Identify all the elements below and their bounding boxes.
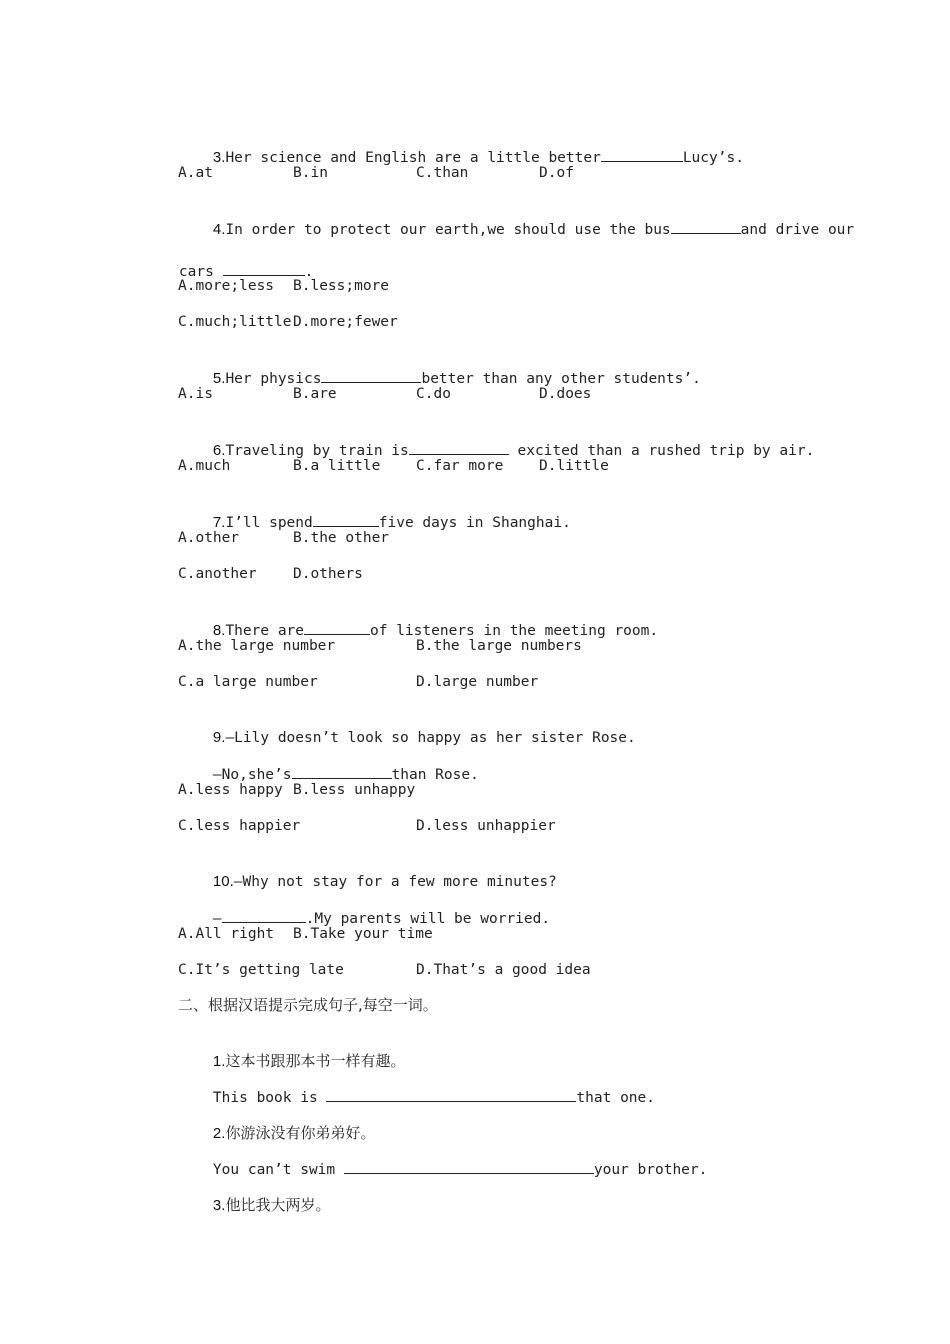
option-c[interactable]: C.do (416, 386, 451, 402)
sentence-3-prompt (178, 1175, 330, 1236)
sentence-text: You can’t swim (212, 1162, 344, 1178)
question-number: 7. (212, 514, 226, 531)
section-heading: 二、根据汉语提示完成句子,每空一词。 (178, 996, 438, 1014)
option-a[interactable]: A.is (178, 386, 213, 402)
question-text: I’ll spend (225, 515, 313, 531)
option-c[interactable]: C.much;little (178, 314, 292, 330)
question-text: Lucy’s. (682, 150, 744, 166)
option-b[interactable]: B.Take your time (293, 926, 433, 942)
answer-blank[interactable] (313, 512, 379, 527)
option-d[interactable]: D.little (539, 458, 609, 474)
question-text: of listeners in the meeting room. (370, 623, 659, 639)
item-number: 1. (212, 1053, 226, 1070)
question-text: Her physics (225, 371, 322, 387)
question-text: —No,she’s (212, 767, 292, 783)
option-a[interactable]: A.more;less (178, 278, 275, 294)
answer-blank[interactable] (321, 368, 421, 383)
option-a[interactable]: A.All right (178, 926, 275, 942)
chinese-prompt: 他比我大两岁。 (225, 1196, 331, 1214)
question-text: .My parents will be worried. (305, 911, 551, 927)
answer-blank[interactable] (222, 908, 306, 923)
option-d[interactable]: D.does (539, 386, 592, 402)
answer-blank[interactable] (671, 219, 741, 234)
option-d[interactable]: D.less unhappier (416, 818, 556, 834)
question-text: excited than a rushed trip by air. (508, 443, 815, 459)
option-c[interactable]: C.It’s getting late (178, 962, 344, 978)
option-b[interactable]: B.a little (293, 458, 381, 474)
question-text: cars (178, 264, 214, 280)
question-text: There are (225, 623, 305, 639)
question-number: 6. (212, 442, 226, 459)
question-text: —Lily doesn’t look so happy as her sister Rose. (225, 730, 636, 746)
option-b[interactable]: B.the large numbers (416, 638, 582, 654)
option-a[interactable]: A.much (178, 458, 231, 474)
question-text: Traveling by train is (225, 443, 409, 459)
question-number: 3. (212, 149, 226, 166)
option-c[interactable]: C.another (178, 566, 257, 582)
option-b[interactable]: B.less unhappy (293, 782, 416, 798)
sentence-text: that one. (576, 1090, 655, 1106)
option-a[interactable]: A.less happy (178, 782, 283, 798)
option-b[interactable]: B.are (293, 386, 337, 402)
question-number: 10. (212, 873, 234, 890)
question-text: than Rose. (391, 767, 479, 783)
chinese-prompt: 这本书跟那本书一样有趣。 (225, 1052, 406, 1070)
option-a[interactable]: A.the large number (178, 638, 336, 654)
answer-blank[interactable] (601, 147, 683, 162)
sentence-text: your brother. (593, 1162, 708, 1178)
option-b[interactable]: B.the other (293, 530, 390, 546)
question-text: — (212, 911, 222, 927)
option-d[interactable]: D.That’s a good idea (416, 962, 591, 978)
option-d[interactable]: D.more;fewer (293, 314, 398, 330)
question-number: 9. (212, 729, 226, 746)
question-text: and drive our (740, 222, 855, 238)
question-number: 5. (212, 370, 226, 387)
option-a[interactable]: A.at (178, 165, 213, 181)
sentence-text: This book is (212, 1090, 327, 1106)
option-c[interactable]: C.than (416, 165, 469, 181)
chinese-prompt: 你游泳没有你弟弟好。 (225, 1124, 376, 1142)
question-text: Her science and English are a little better (225, 150, 601, 166)
option-b[interactable]: B.in (293, 165, 328, 181)
option-d[interactable]: D.large number (416, 674, 539, 690)
option-c[interactable]: C.far more (416, 458, 504, 474)
question-number: 8. (212, 622, 226, 639)
question-text: In order to protect our earth,we should use the bus (225, 222, 671, 238)
answer-blank[interactable] (344, 1159, 594, 1174)
question-number: 4. (212, 221, 226, 238)
answer-blank[interactable] (292, 764, 392, 779)
option-d[interactable]: D.of (539, 165, 574, 181)
item-number: 2. (212, 1125, 226, 1142)
question-text: —Why not stay for a few more minutes? (233, 874, 557, 890)
answer-blank[interactable] (304, 620, 370, 635)
question-text: five days in Shanghai. (378, 515, 571, 531)
question-text: better than any other students’. (421, 371, 701, 387)
question-text: . (304, 264, 314, 280)
option-c[interactable]: C.less happier (178, 818, 301, 834)
option-d[interactable]: D.others (293, 566, 363, 582)
option-a[interactable]: A.other (178, 530, 240, 546)
option-c[interactable]: C.a large number (178, 674, 318, 690)
item-number: 3. (212, 1197, 226, 1214)
answer-blank[interactable] (326, 1087, 576, 1102)
option-b[interactable]: B.less;more (293, 278, 390, 294)
answer-blank[interactable] (409, 440, 509, 455)
answer-blank[interactable] (223, 261, 305, 276)
